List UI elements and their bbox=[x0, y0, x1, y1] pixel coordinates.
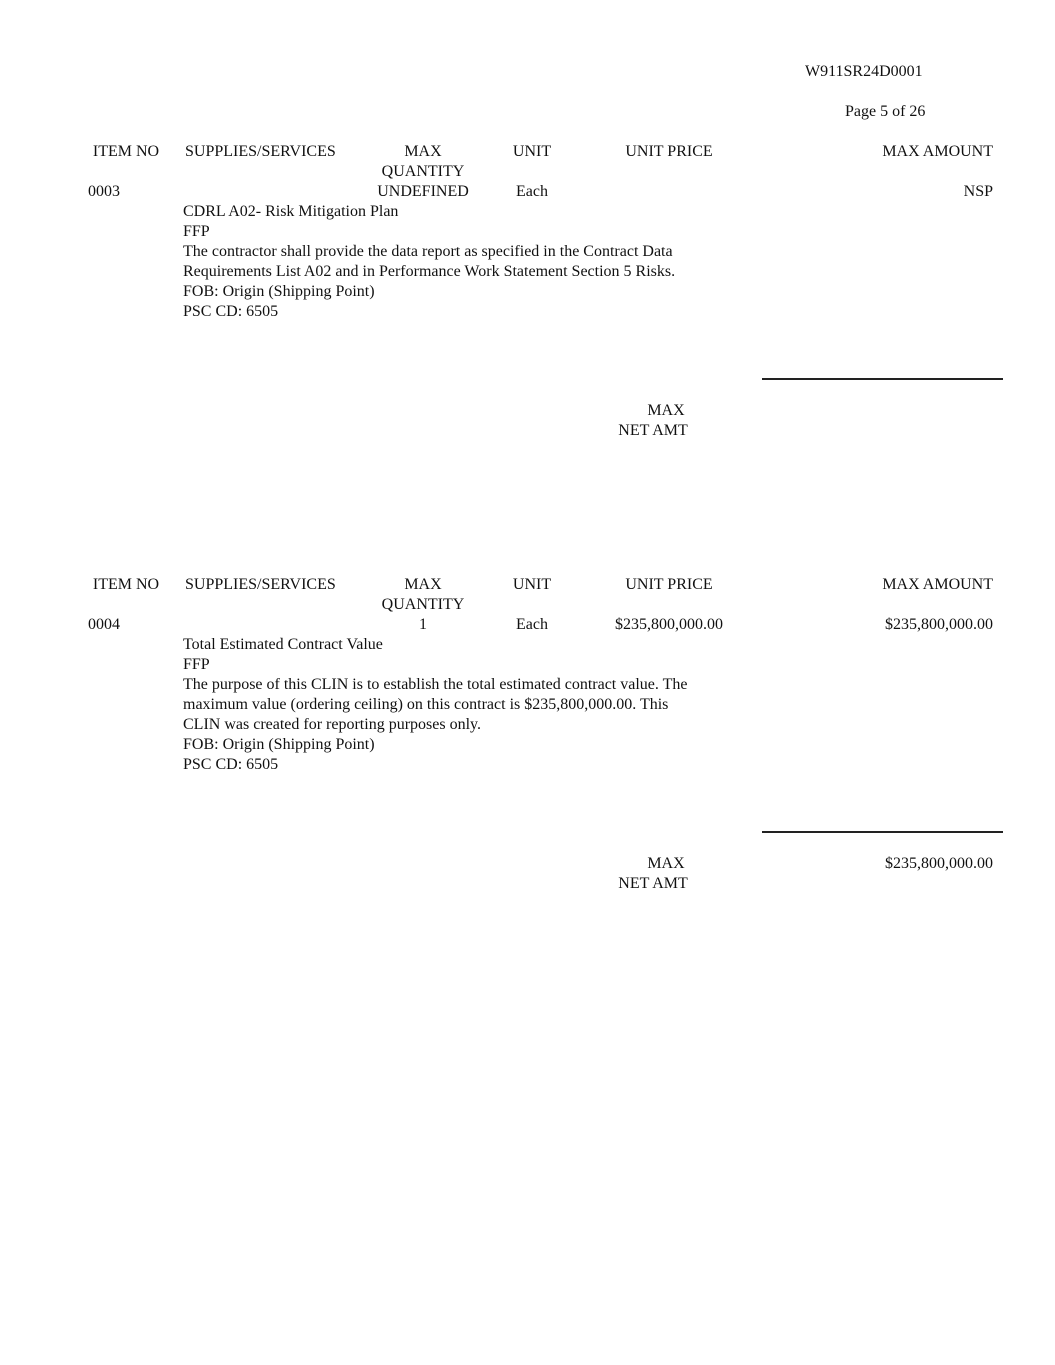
item-unit: Each bbox=[516, 616, 548, 633]
description-line: The contractor shall provide the data report as specified in the Contract Data bbox=[183, 243, 673, 260]
description-line: FOB: Origin (Shipping Point) bbox=[183, 283, 375, 300]
net-amt-label: NET AMT bbox=[618, 422, 688, 439]
item-number: 0004 bbox=[88, 616, 120, 633]
col-header-item-no: ITEM NO bbox=[92, 143, 160, 160]
col-header-unit-price: UNIT PRICE bbox=[625, 143, 713, 160]
description-line: The purpose of this CLIN is to establish the total estimated contract value. The bbox=[183, 676, 688, 693]
col-header-supplies: SUPPLIES/SERVICES bbox=[185, 576, 336, 593]
description-line: CLIN was created for reporting purposes only. bbox=[183, 716, 481, 733]
col-header-max: MAX bbox=[404, 576, 442, 593]
description-line: CDRL A02- Risk Mitigation Plan bbox=[183, 203, 399, 220]
description-line: PSC CD: 6505 bbox=[183, 756, 279, 773]
item-max-amount: $235,800,000.00 bbox=[885, 616, 993, 633]
col-header-max-amount: MAX AMOUNT bbox=[882, 576, 993, 593]
total-divider bbox=[762, 378, 1003, 380]
item-number: 0003 bbox=[88, 183, 120, 200]
item-quantity: UNDEFINED bbox=[377, 183, 469, 200]
col-header-unit: UNIT bbox=[512, 143, 552, 160]
description-line: FOB: Origin (Shipping Point) bbox=[183, 736, 375, 753]
item-description bbox=[183, 202, 675, 322]
description-line: maximum value (ordering ceiling) on this contract is $235,800,000.00. This bbox=[183, 696, 669, 713]
col-header-unit-price: UNIT PRICE bbox=[625, 576, 713, 593]
document-number: W911SR24D0001 bbox=[805, 63, 923, 80]
description-line: FFP bbox=[183, 223, 210, 240]
net-amt-label-max: MAX bbox=[647, 402, 685, 419]
item-max-amount: NSP bbox=[963, 183, 993, 200]
total-divider bbox=[762, 831, 1003, 833]
col-header-unit: UNIT bbox=[512, 576, 552, 593]
col-header-max: MAX bbox=[404, 143, 442, 160]
page-number: Page 5 of 26 bbox=[845, 103, 926, 120]
description-line: PSC CD: 6505 bbox=[183, 303, 279, 320]
col-header-item-no: ITEM NO bbox=[92, 576, 160, 593]
item-unit-price: $235,800,000.00 bbox=[615, 616, 723, 633]
description-line: Total Estimated Contract Value bbox=[183, 636, 383, 653]
col-header-max-amount: MAX AMOUNT bbox=[882, 143, 993, 160]
net-amt-label: NET AMT bbox=[618, 875, 688, 892]
col-header-supplies: SUPPLIES/SERVICES bbox=[185, 143, 336, 160]
col-header-quantity: QUANTITY bbox=[381, 163, 465, 180]
description-line: Requirements List A02 and in Performance Work Statement Section 5 Risks. bbox=[183, 263, 676, 280]
item-unit: Each bbox=[516, 183, 548, 200]
col-header-quantity: QUANTITY bbox=[381, 596, 465, 613]
net-amt-label-max: MAX bbox=[647, 855, 685, 872]
item-quantity: 1 bbox=[419, 616, 427, 633]
net-amount-value: $235,800,000.00 bbox=[885, 855, 993, 872]
item-description bbox=[183, 635, 687, 775]
description-line: FFP bbox=[183, 656, 210, 673]
